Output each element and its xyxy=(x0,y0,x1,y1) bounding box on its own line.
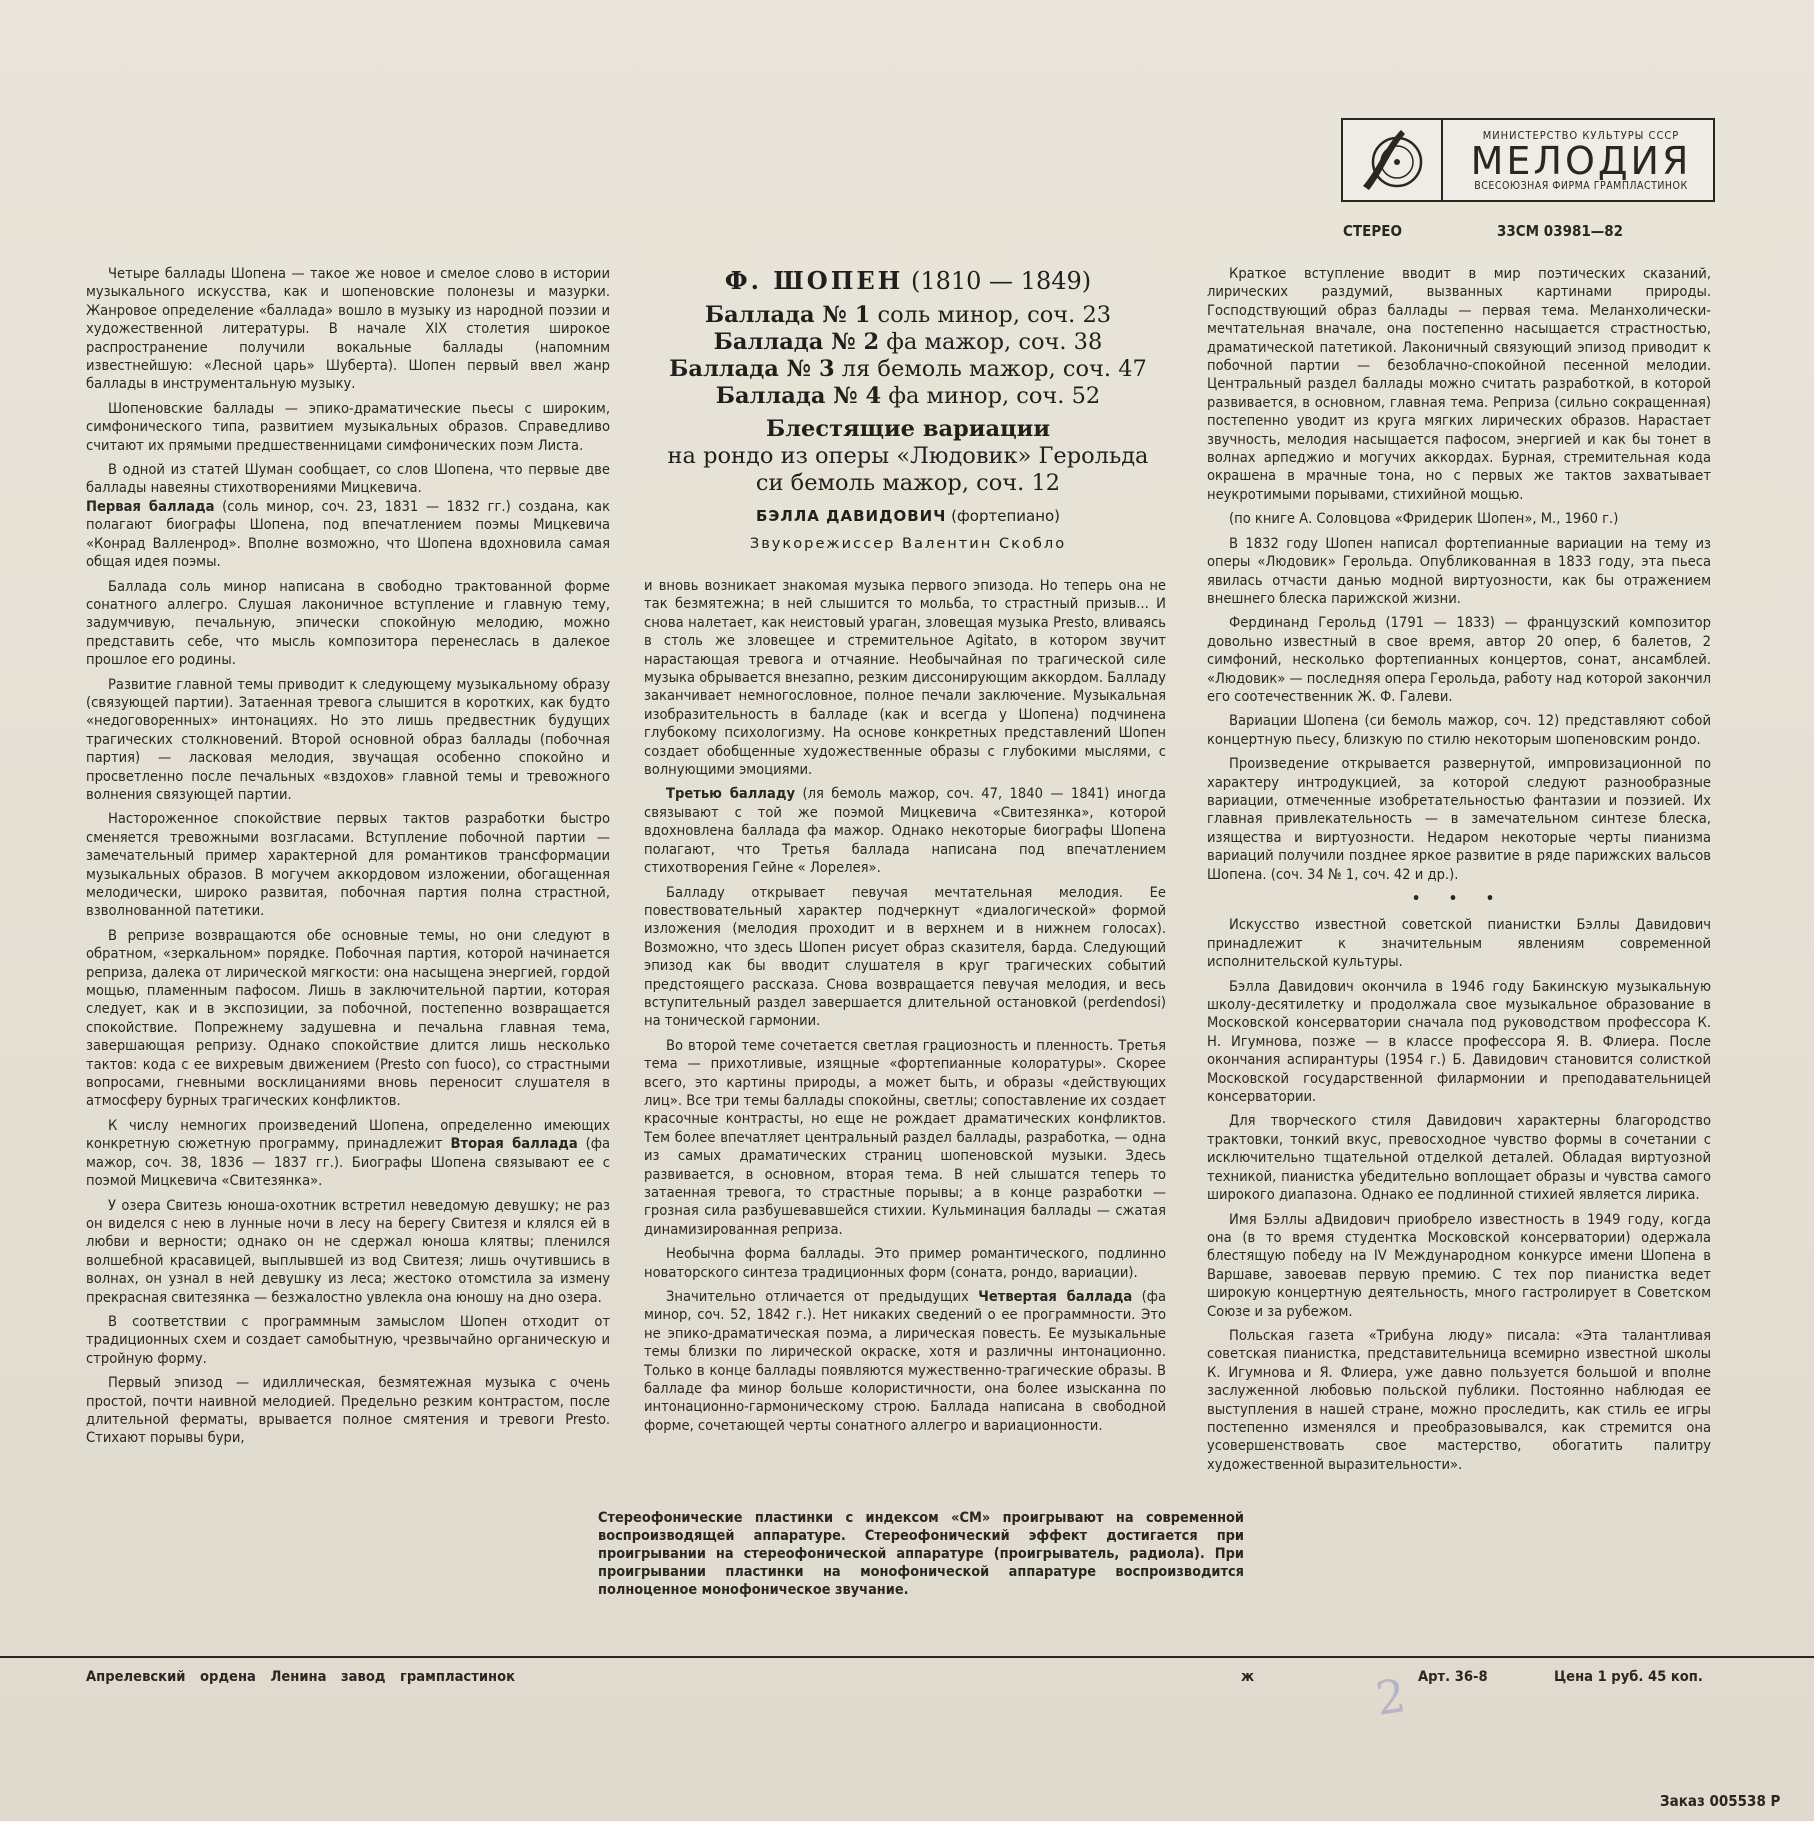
section-separator: • • • xyxy=(1411,890,1507,907)
work-title: Баллада № 1 xyxy=(704,302,871,328)
first-ballade-label: Первая баллада xyxy=(86,497,215,515)
catalog-number: 33СМ 03981—82 xyxy=(1497,222,1624,240)
paragraph: Фердинанд Герольд (1791 — 1833) — французский композитор довольно известный в свое время, автор 20 опер, 6 балетов, 2 симфоний, несколько фортепианных концертов, сонат, ансамблей. «Людовик» — последняя опера Герольда, работу над которой закончил его соотечественник Ж. Ф. Галеви. xyxy=(1207,614,1711,705)
paragraph: В репризе возвращаются обе основные темы, но они следуют в обратном, «зеркальном» порядке. Побочная партия, которой начинается реприза, далека от лирической мягкости: она насыщена энергией, гордой мощью, пламенным пафосом. Лишь в заключительной партии, которая следует, как и в экспозиции, за побочной, постепенно возвращается спокойствие. Попрежнему задушевна и печальна главная тема, завершающая репризу. Однако спокойствие длится лишь несколько тактов: кода с ее вихревым движением (Presto con fuoco), со страстными вопросами, гневными восклицаниями вновь переносит слушателя в атмосферу бурных трагических конфликтов. xyxy=(86,926,610,1110)
footer-rule xyxy=(0,1656,1814,1658)
paragraph: Первый эпизод — идиллическая, безмятежная музыка с очень простой, почти наивной мелодией. Предельно резким контрастом, после длительной ферматы, врывается полное смятения и тревоги Presto. Стихают порывы бури, xyxy=(86,1374,610,1447)
paragraph: Бэлла Давидович окончила в 1946 году Бакинскую музыкальную школу-десятилетку и продолжала свое музыкальное образование в Московской консерватории сначала под руководством профессора К. Н. Игумнова, позже — в классе профессора Я. В. Флиера. После окончания аспирантуры (1954 г.) Б. Давидович становится солисткой Московской государственной филармонии и преподавательницей консерватории. xyxy=(1207,977,1711,1106)
paragraph: Развитие главной темы приводит к следующему музыкальному образу (связующей партии). Затаенная тревога слышится в коротких, как будто «недоговоренных» интонациях. Но это лишь предвестник будущих трагических столкновений. Второй основной образ баллады (побочная партия) — ласковая мелодия, звучащая особенно спокойно и просветленно после печальных «вздохов» главной темы и тревожного волнения связующей партии. xyxy=(86,675,610,803)
paragraph: Имя Бэллы аДвидович приобрело известность в 1949 году, когда она (в то время студентка Московской консерватории) одержала блестящую победу на IV Международном конкурсе имени Шопена в Варшаве, завоевав первую премию. С тех пор пианистка ведет широкую концертную деятельность, много гастролирует в Советском Союзе и за рубежом. xyxy=(1207,1210,1711,1320)
paragraph xyxy=(86,498,610,572)
logo-ministry: МИНИСТЕРСТВО КУЛЬТУРЫ СССР xyxy=(1482,128,1680,142)
work-item xyxy=(632,329,1184,356)
paragraph: В одной из статей Шуман сообщает, со слов Шопена, что первые две баллады навеяны стихотворениями Мицкевича. xyxy=(86,461,610,497)
work-key: фа мажор, соч. 38 xyxy=(886,329,1103,355)
work-key: ля бемоль мажор, соч. 47 xyxy=(841,356,1147,382)
source-citation: (по книге А. Соловцова «Фридерик Шопен», М., 1960 г.) xyxy=(1229,510,1619,528)
work-item xyxy=(632,302,1184,329)
variations-title: Блестящие вариации xyxy=(765,416,1051,442)
price: Цена 1 руб. 45 коп. xyxy=(1554,1668,1703,1685)
performer-role: (фортепиано) xyxy=(951,507,1061,525)
paragraph: и вновь возникает знакомая музыка первого эпизода. Но теперь она не так безмятежна; в ней слышится то мольба, то страстный призыв... И снова налетает, как неистовый ураган, зловещая музыка Presto, вливаясь в столь же зловещее и стремительное Agitato, в котором звучит нарастающая тревога и отчаяние. Необычайная по трагической силе музыка обрывается внезапно, резким диссонирующим аккордом. Балладу заканчивает немногословное, полное печали заключение. Музыкальная изобразительность в балладе (как и всегда у Шопена) подчинена глубокому психологизму. На основе конкретных представлений Шопен создает обобщенные художественные образы с глубокими мыслями, с волнующими эмоциями. xyxy=(644,577,1166,779)
composer-line xyxy=(632,266,1184,296)
paragraph: Краткое вступление вводит в мир поэтических сказаний, лирических раздумий, вызванных картинами природы. Господствующий образ баллады — первая тема. Меланхолически-мечтательная вначале, она постепенно насыщается страстностью, драматической патетикой. Лаконичный связующий эпизод приводит к побочной партии — безоблачно-спокойной песенной мелодии. Центральный раздел баллады можно считать разработкой, в которой развивается, в основном, главная тема. Реприза (сильно сокращенная) постепенно уводит из круга мягких лирических образов. Нарастает звучность, мелодия насыщается пафосом, энергией и как бы тонет в волнах арпеджио и могучих аккордах. Бурная, стремительная кода окрашена в мрачные тона, но с первых же тактов захватывает неукротимыми порывами, стихийной мощью. xyxy=(1207,265,1711,503)
work-key: соль минор, соч. 23 xyxy=(877,302,1112,328)
paragraph: Настороженное спокойствие первых тактов разработки быстро сменяется тревожными возгласами. Вступление побочной партии — замечательный пример характерной для романтиков трансформации музыкальных образов. В могучем аккордовом изложении, обогащенная мелодически, широко развитая, побочная партия полна страстной, взволнованной патетики. xyxy=(86,810,610,920)
paragraph: Произведение открывается развернутой, импровизационной по характеру интродукцией, за которой следуют разнообразные вариации, отмеченные изобретательностью фантазии и поэзией. Их главная привлекательность — в замечательном синтезе блеска, изящества и виртуозности. Недаром некоторые черты пианизма вариаций получили позднее яркое развитие в ряде парижских вальсов Шопена. (соч. 34 № 1, соч. 42 и др.). xyxy=(1207,755,1711,883)
stereo-label: СТЕРЕО xyxy=(1343,222,1402,240)
paragraph: В соответствии с программным замыслом Шопен отходит от традиционных схем и создает самобытную, чрезвычайно органическую и стройную форму. xyxy=(86,1312,610,1367)
fourth-ballade-label: Четвертая баллада xyxy=(978,1288,1133,1306)
text-column-left xyxy=(86,265,610,1454)
handwritten-mark: 2 xyxy=(1372,1668,1409,1726)
paragraph: Для творческого стиля Давидович характерны благородство трактовки, тонкий вкус, превосходное чувство формы в сочетании с исключительно тщательной отделкой деталей. Обладая виртуозной техникой, пианистка убедительно воплощает образы и чувства самого широкого диапазона. Однако ее подлинной стихией является лирика. xyxy=(1207,1112,1711,1204)
melodiya-logo xyxy=(1341,118,1715,202)
paragraph-text: Значительно отличается от предыдущих xyxy=(666,1288,969,1306)
second-ballade-label: Вторая баллада xyxy=(450,1135,578,1153)
performer-name: БЭЛЛА ДАВИДОВИЧ xyxy=(755,507,947,525)
paragraph: Необычна форма баллады. Это пример романтического, подлинно новаторского синтеза традиционных форм (соната, рондо, вариации). xyxy=(644,1245,1166,1281)
variations-block xyxy=(632,416,1184,497)
order-number: Заказ 005538 Р xyxy=(1660,1792,1781,1810)
plant-name: Апрелевский ордена Ленина завод грампластинок xyxy=(86,1668,516,1685)
work-item xyxy=(632,356,1184,383)
paragraph: Вариации Шопена (си бемоль мажор, соч. 12) представляют собой концертную пьесу, близкую по стилю некоторым шопеновским рондо. xyxy=(1207,712,1711,748)
paragraph: Во второй теме сочетается светлая грациозность и пленность. Третья тема — прихотливые, изящные «фортепианные колоратуры». Скорее всего, это картины природы, а может быть, и образы «действующих лиц». Все три темы баллады спокойны, светлы; сопоставление их создает красочные контрасты, но еще не рождает драматических конфликтов. Тем более впечатляет центральный раздел баллады, разработка, — одна из самых драматических страниц шопеновской музыки. Здесь развивается, в основном, вторая тема. В ней слышатся теперь то затаенная тревога, то страстные порывы; а в конце разработки — грозная сила разбушевавшейся стихии. Кульминация баллады — сжатая динамизированная реприза. xyxy=(644,1036,1166,1238)
logo-text xyxy=(1443,120,1713,200)
first-ballade-text: (соль минор, соч. 23, 1831 — 1832 гг.) создана, как полагают биографы Шопена, под впечатлением поэмы Мицкевича «Конрад Валленрод». Вполне возможно, что Шопена вдохновила самая общая идея поэмы. xyxy=(86,497,611,571)
article-code: Арт. 36-8 xyxy=(1418,1668,1488,1685)
performer-line xyxy=(632,507,1184,525)
paragraph-text: иногда связывают с той же поэмой Мицкевича «Свитезянка», которой вдохновлена баллада фа мажор. Однако некоторые биографы Шопена полагают, что Третья баллада написана под впечатлением стихотворения Гейне « Лорелея». xyxy=(644,785,1167,877)
work-title: Баллада № 3 xyxy=(669,356,835,382)
logo-firm: ВСЕСОЮЗНАЯ ФИРМА ГРАМПЛАСТИНОК xyxy=(1474,179,1688,192)
album-header xyxy=(632,266,1184,552)
second-ballade-text: (фа мажор, соч. 38, 1836 — 1837 гг.). Биографы Шопена связывают ее с поэмой Мицкевича «Свитезянка». xyxy=(86,1135,611,1190)
paragraph xyxy=(86,1117,610,1191)
paragraph: Шопеновские баллады — эпико-драматические пьесы с широким, симфонического типа, развитием музыкальных образов. Справедливо считают их прямыми предшественницами симфонических поэм Листа. xyxy=(86,399,610,454)
melodiya-emblem-icon xyxy=(1343,120,1443,200)
variations-subtitle: на рондо из оперы «Людовик» Герольда xyxy=(667,443,1149,469)
stereo-note: Стереофонические пластинки с индексом «СМ» проигрывают на современной воспроизводящей аппаратуре. Стереофонический эффект достигается при проигрывании на стереофонической аппаратуре (проигрыватель, радиола). При проигрывании пластинки на монофонической аппаратуре воспроизводится полноценное монофоническое звучание. xyxy=(598,1510,1244,1598)
paragraph: В 1832 году Шопен написал фортепианные вариации на тему из оперы «Людовик» Герольда. Опубликованная в 1833 году, эта пьеса явилась отчасти данью модной виртуозности, как бы отражением внешнего блеска парижской жизни. xyxy=(1207,534,1711,607)
composer-years: (1810 — 1849) xyxy=(910,267,1092,295)
works-list xyxy=(632,302,1184,410)
paragraph: Баллада соль минор написана в свободно трактованной форме сонатного аллегро. Слушая лаконичное вступление и главную тему, задумчивую, печальную, эпически спокойную мелодию, можно представить себе, что мысль композитора перенеслась в далекое прошлое его родины. xyxy=(86,577,610,669)
logo-brand: МЕЛОДИЯ xyxy=(1470,138,1692,183)
work-item xyxy=(632,383,1184,410)
paragraph-text: К числу немногих произведений Шопена, определенно имеющих конкретную сюжетную программу, принадлежит xyxy=(86,1116,610,1153)
composer-name: Ф. ШОПЕН xyxy=(724,266,904,295)
paragraph: Балладу открывает певучая мечтательная мелодия. Ее повествовательный характер подчеркнут «диалогической» формой изложения (мелодия проходит и в верхнем и в нижнем голосах). Возможно, что здесь Шопен рисует образ сказителя, барда. Следующий эпизод как бы вводит слушателя в круг трагических событий предстоящего рассказа. Снова возвращается певучая мелодия, и весь вступительный раздел завершается длительной остановкой (perdendosi) на тонической гармонии. xyxy=(644,883,1166,1030)
sound-engineer: Звукорежиссер Валентин Скобло xyxy=(749,535,1067,552)
paragraph: Польская газета «Трибуна люду» писала: «Эта талантливая советская пианистка, представительница всемирно известной школы К. Игумнова и Я. Флиера, уже давно пользуется большой и вполне заслуженной любовью польской публики. Постоянно наблюдая ее выступления в нашей стране, можно проследить, как стиль ее игры постепенно изменялся и преобразовывался, как стремится она усовершенствовать свое мастерство, обогатить палитру художественной выразительности». xyxy=(1207,1326,1711,1473)
fourth-ballade-text: (фа минор, соч. 52, 1842 г.). Нет никаких сведений о ее программности. Это не эпико-драматическая поэма, а лирическая повесть. Ее музыкальные темы близки по лирической окраске, хотя и различны интонационно. Только в конце баллады появляются мужественно-трагические образы. В балладе фа минор больше колористичности, она более изысканна по интонационно-гармоническому строю. Баллада написана в свободной форме, сочетающей черты сонатного аллегро и вариационности. xyxy=(644,1288,1166,1434)
text-column-right xyxy=(1207,265,1711,1480)
text-column-middle xyxy=(644,577,1166,1441)
paragraph xyxy=(644,1288,1166,1435)
work-title: Баллада № 4 xyxy=(715,383,882,409)
third-ballade-label: Третью балладу xyxy=(666,785,796,803)
work-title: Баллада № 2 xyxy=(713,329,880,355)
footer-mark: ж xyxy=(1241,1668,1255,1685)
paragraph: У озера Свитезь юноша-охотник встретил неведомую девушку; не раз он виделся с нею в лунные ночи в лесу на берегу Свитезя и клялся ей в любви и верности; однако он не сдержал юноша клятвы; пленился волшебной красавицей, выплывшей из вод Свитезя; лишь очутившись в волнах, он узнал в ней девушку из леса; жестоко отомстила за измену прекрасная свитезянка — безжалостно увлекла она юношу на дно озера. xyxy=(86,1196,610,1306)
paragraph: Четыре баллады Шопена — такое же новое и смелое слово в истории музыкального искусства, как и шопеновские полонезы и мазурки. Жанровое определение «баллада» вошло в музыку из народной поэзии и художественной литературы. В начале XIX столетия широкое распространение получили вокальные баллады (напомним известнейшую: «Лесной царь» Шуберта). Шопен первый ввел жанр баллады в инструментальную музыку. xyxy=(86,265,610,393)
work-key: фа минор, соч. 52 xyxy=(888,383,1101,409)
paragraph: Искусство известной советской пианистки Бэллы Давидович принадлежит к значительным явлениям современной исполнительской культуры. xyxy=(1207,916,1711,971)
variations-key: си бемоль мажор, соч. 12 xyxy=(755,470,1061,496)
paragraph xyxy=(644,785,1166,877)
third-ballade-years: (ля бемоль мажор, соч. 47, 1840 — 1841) xyxy=(802,785,1110,803)
